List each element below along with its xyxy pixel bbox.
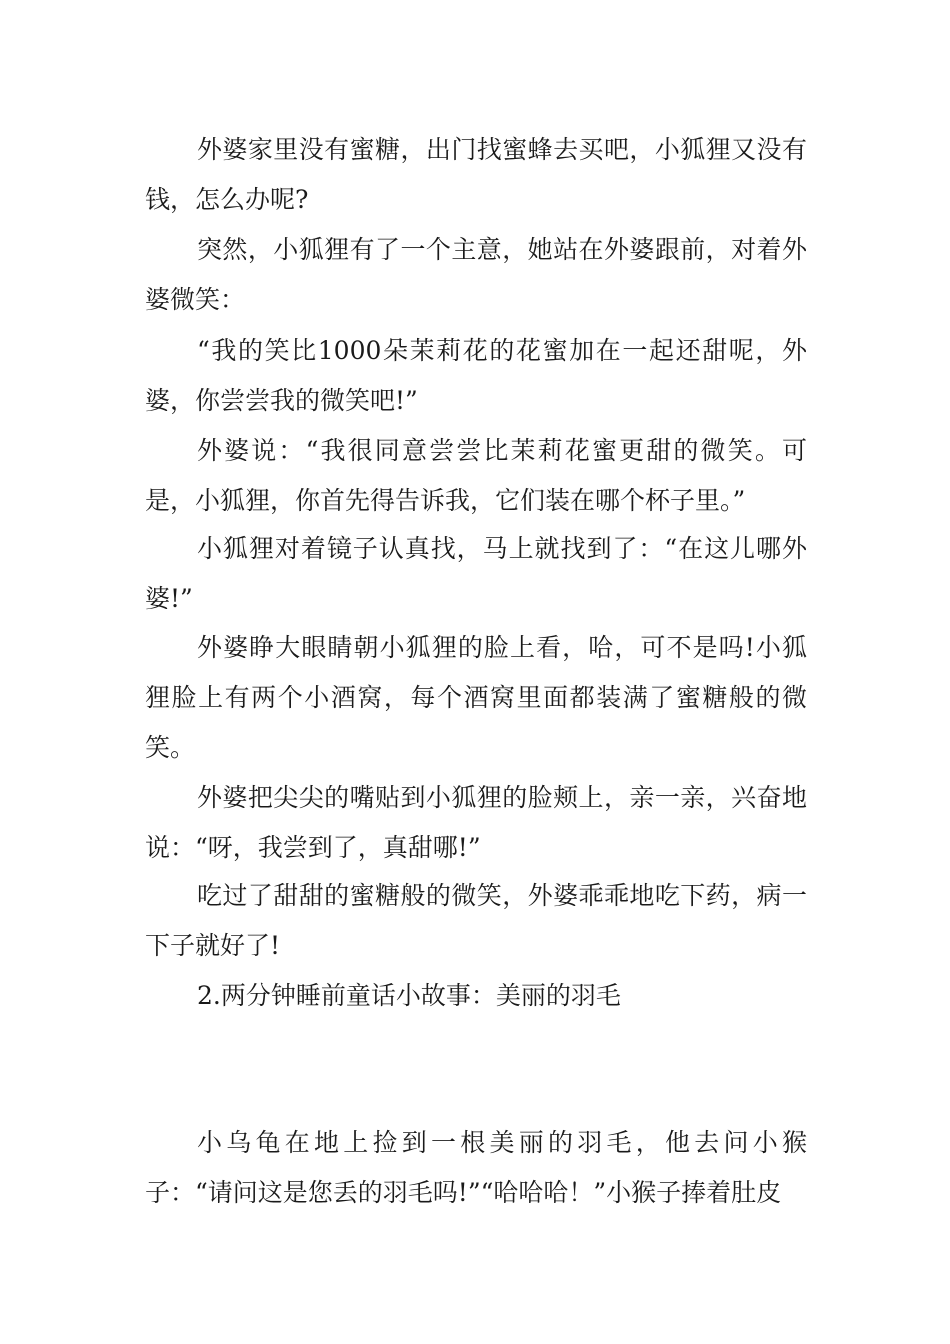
paragraph: 外婆家里没有蜜糖，出门找蜜蜂去买吧，小狐狸又没有钱，怎么办呢? <box>145 135 807 214</box>
paragraph: 突然，小狐狸有了一个主意，她站在外婆跟前，对着外婆微笑： <box>145 235 807 314</box>
paragraph: 外婆把尖尖的嘴贴到小狐狸的脸颊上，亲一亲，兴奋地说：“呀，我尝到了，真甜哪!” <box>145 783 807 862</box>
paragraph: 小狐狸对着镜子认真找，马上就找到了：“在这儿哪外婆!” <box>145 534 807 613</box>
paragraph: 外婆说：“我很同意尝尝比茉莉花蜜更甜的微笑。可是，小狐狸，你首先得告诉我，它们装在哪个杯子里。” <box>145 436 807 515</box>
section-heading: 2.两分钟睡前童话小故事：美丽的羽毛 <box>197 981 621 1010</box>
paragraph: “我的笑比1000朵茉莉花的花蜜加在一起还甜呢，外婆，你尝尝我的微笑吧!” <box>145 336 807 415</box>
paragraph: 外婆睁大眼睛朝小狐狸的脸上看，哈，可不是吗!小狐狸脸上有两个小酒窝，每个酒窝里面都装满了蜜糖般的微笑。 <box>145 633 807 762</box>
paragraph: 小乌龟在地上捡到一根美丽的羽毛，他去问小猴子：“请问这是您丢的羽毛吗!”“哈哈哈！”小猴子捧着肚皮 <box>145 1128 807 1207</box>
paragraph: 吃过了甜甜的蜜糖般的微笑，外婆乖乖地吃下药，病一下子就好了! <box>145 881 807 960</box>
